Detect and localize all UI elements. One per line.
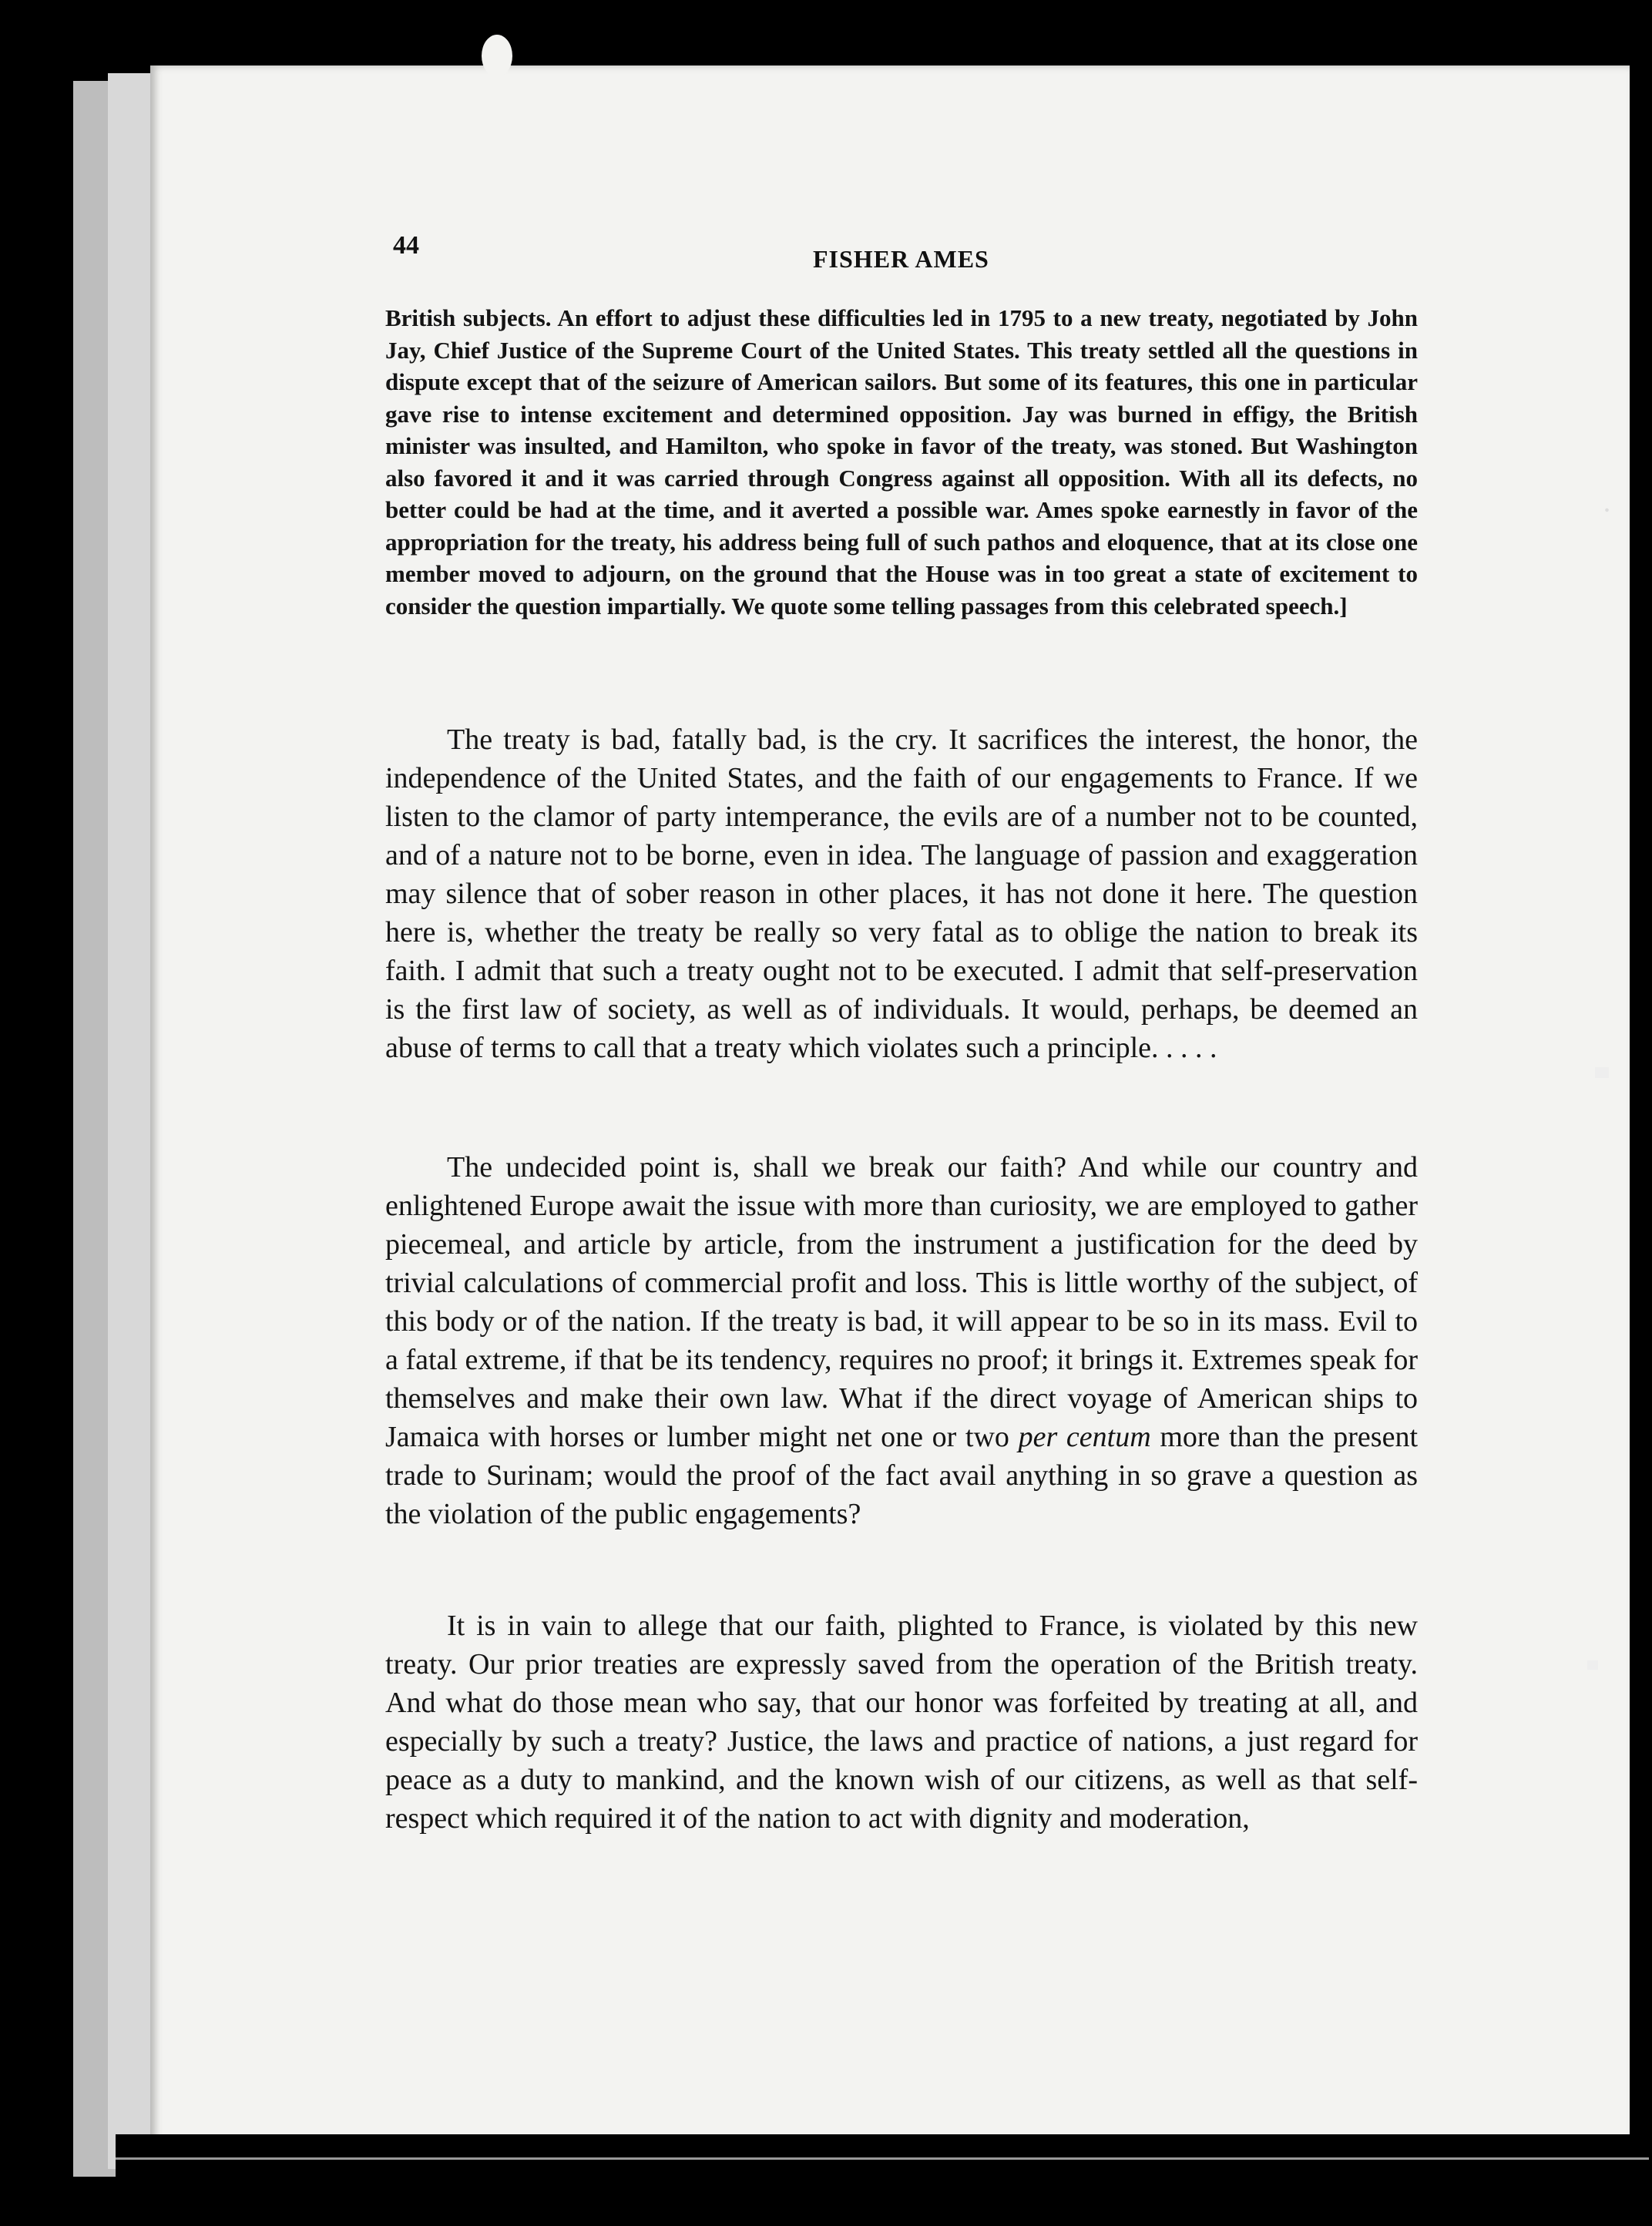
- page-number: 44: [393, 231, 419, 260]
- scan-border-bottom: [116, 2134, 1652, 2226]
- speech-paragraph-1-text: The treaty is bad, fatally bad, is the cry. It sacrifices the interest, the honor, the independence of the United States, and the faith of our engagements to France. If we listen to the clamor of party intemperance, the evils are of a number not to be counted, and of a nature not to be borne, even in idea. The language of passion and exaggeration may silence that of sober reason in other places, it has not done it here. The question here is, whether the treaty be really so very fatal as to oblige the nation to break its faith. I admit that such a treaty ought not to be executed. I admit that self-preservation is the first law of society, as well as of individuals. It would, perhaps, be deemed an abuse of terms to call that a treaty which violates such a principle. . . . .: [385, 724, 1418, 1064]
- binding-hole: [482, 35, 512, 77]
- speech-paragraph-2: [385, 1148, 1418, 1533]
- running-head: FISHER AMES: [813, 245, 989, 273]
- speech-paragraph-1: [385, 720, 1418, 1067]
- intro-note: British subjects. An effort to adjust these difficulties led in 1795 to a new treaty, negotiated by John Jay, Chief Justice of the Supreme Court of the United States. This treaty settled all the questions in dispute except that of the seizure of American sailors. But some of its features, this one in particular gave rise to intense excitement and determined opposition. Jay was burned in effigy, the British minister was insulted, and Hamilton, who spoke in favor of the treaty, was stoned. But Washington also favored it and it was carried through Congress against all opposition. With all its defects, no better could be had at the time, and it averted a possible war. Ames spoke earnestly in favor of the appropriation for the treaty, his address being full of such pathos and eloquence, that at its close one member moved to adjourn, on the ground that the House was in too great a state of excitement to consider the question impartially. We quote some telling passages from this celebrated speech.]: [385, 304, 1418, 619]
- speech-paragraph-3: [385, 1607, 1418, 1838]
- page-header: [393, 231, 1418, 273]
- page-bottom-edge: [116, 2157, 1649, 2160]
- margin-mark: [1587, 1660, 1598, 1670]
- speech-paragraph-2-part-1: The undecided point is, shall we break our faith? And while our country and enlightened Europe await the issue with more than curiosity, we are employed to gather piecemeal, and article by article, from the instrument a justification for the deed by trivial calculations of commercial profit and loss. This is little worthy of the subject, of this body or of the nation. If the treaty is bad, it will appear to be so in its mass. Evil to a fatal extreme, if that be its tendency, requires no proof; it brings it. Extremes speak for themselves and make their own law. What if the direct voyage of American ships to Jamaica with horses or lumber might net one or two: [385, 1151, 1418, 1453]
- speech-paragraph-2-part-2: more than the present trade to Surinam; would the proof of the fact avail anything in so grave a question as the violation of the public engagements?: [385, 1421, 1418, 1530]
- speech-paragraph-3-text: It is in vain to allege that our faith, plighted to France, is violated by this new treaty. Our prior treaties are expressly saved from the operation of the British treaty. And what do those mean who say, that our honor was forfeited by treating at all, and especially by such a treaty? Justice, the laws and practice of nations, a just regard for peace as a duty to mankind, and the known wish of our citizens, as well as that self-respect which required it of the nation to act with dignity and moderation,: [385, 1610, 1418, 1835]
- margin-mark: .: [1604, 493, 1610, 517]
- latin-phrase: per centum: [1018, 1421, 1151, 1453]
- speech-paragraph-2-text: [385, 1148, 1418, 1533]
- margin-mark: [1595, 1067, 1609, 1078]
